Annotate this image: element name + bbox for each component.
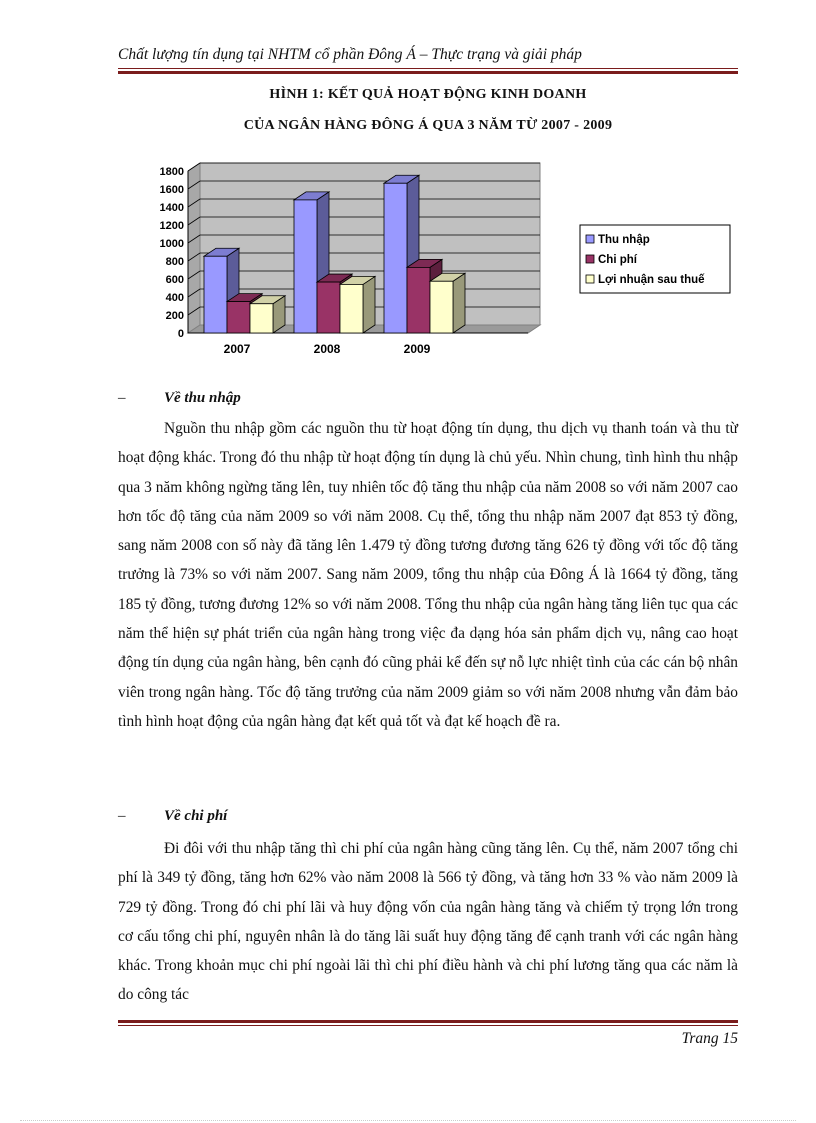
bar-2007-2 bbox=[250, 304, 273, 333]
x-tick-label: 2007 bbox=[223, 342, 251, 356]
y-tick-label: 600 bbox=[165, 274, 184, 286]
legend-swatch bbox=[586, 275, 594, 283]
section-heading-text: Về chi phí bbox=[164, 808, 228, 824]
y-tick-label: 1400 bbox=[159, 202, 184, 214]
section-heading-income bbox=[118, 390, 241, 407]
legend-label: Chi phí bbox=[598, 254, 637, 266]
footer-rule-thin bbox=[118, 1025, 738, 1026]
paragraph-income: Nguồn thu nhập gồm các nguồn thu từ hoạt động tín dụng, thu dịch vụ thanh toán và thu từ hoạt động khác. Trong đó thu nhập từ hoạt động tín dụng là chủ yếu. Nhìn chung, tình hình thu nhập qua 3 năm không ngừng tăng lên, tuy nhiên tốc độ tăng thu nhập của năm 2008 so với năm 2007 cao hơn tốc độ tăng của năm 2009 so với năm 2008. Cụ thể, tổng thu nhập năm 2007 đạt 853 tỷ đồng, sang năm 2008 con số này đã tăng lên 1.479 tỷ đồng tương đương tăng 626 tỷ đồng với tốc độ tăng trưởng là 73% so với năm 2007. Sang năm 2009, tổng thu nhập của Đông Á là 1664 tỷ đồng, tăng 185 tỷ đồng, tương đương 12% so với năm 2008. Tổng thu nhập của ngân hàng tăng liên tục qua các năm thể hiện sự phát triển của ngân hàng trong việc đa dạng hóa sản phẩm dịch vụ, nâng cao hoạt động tín dụng của ngân hàng, bên cạnh đó cũng phải kể đến sự nỗ lực nhiệt tình của các cán bộ nhân viên trong ngân hàng. Tốc độ tăng trưởng của năm 2009 giảm so với năm 2008 nhưng vẫn đảm bảo tình hình hoạt động của ngân hàng đạt kết quả tốt và đạt kế hoạch đề ra. bbox=[118, 420, 738, 730]
legend-swatch bbox=[586, 255, 594, 263]
bar-2008-1 bbox=[317, 282, 340, 333]
bar-2009-2 bbox=[430, 281, 453, 333]
y-tick-label: 800 bbox=[165, 256, 184, 268]
y-tick-label: 1000 bbox=[159, 238, 184, 250]
bar-2008-2 bbox=[340, 284, 363, 333]
x-tick-label: 2008 bbox=[313, 342, 341, 356]
x-tick-label: 2009 bbox=[403, 342, 431, 356]
bullet-dash: – bbox=[118, 808, 126, 824]
bar-2009-1 bbox=[407, 267, 430, 333]
bar-2008-0 bbox=[294, 200, 317, 333]
bar-2009-0 bbox=[384, 183, 407, 333]
y-tick-label: 0 bbox=[177, 328, 184, 340]
legend-label: Lợi nhuận sau thuế bbox=[598, 274, 705, 286]
y-tick-label: 200 bbox=[165, 310, 184, 322]
bar-2007-0 bbox=[204, 256, 227, 333]
y-tick-label: 1800 bbox=[159, 166, 184, 178]
figure-title-line2: CỦA NGÂN HÀNG ĐÔNG Á QUA 3 NĂM TỪ 2007 - 2009 bbox=[243, 118, 613, 133]
header-title: Chất lượng tín dụng tại NHTM cổ phần Đông Á – Thực trạng và giải pháp bbox=[118, 46, 582, 63]
section-heading-text: Về thu nhập bbox=[164, 390, 241, 406]
y-tick-label: 1200 bbox=[159, 220, 184, 232]
chart-side-wall bbox=[188, 163, 200, 333]
y-tick-label: 1600 bbox=[159, 184, 184, 196]
y-tick-label: 400 bbox=[165, 292, 184, 304]
header-rule-thin bbox=[118, 68, 738, 69]
page-edge-dots bbox=[20, 1120, 796, 1121]
bullet-dash: – bbox=[118, 390, 126, 406]
legend-label: Thu nhập bbox=[598, 234, 650, 246]
paragraph-cost: Đi đôi với thu nhập tăng thì chi phí của ngân hàng cũng tăng lên. Cụ thể, năm 2007 tổng chi phí là 349 tỷ đồng, tăng hơn 62% vào năm 2008 là 566 tỷ đồng, và tăng hơn 33 % vào năm 2009 là 729 tỷ đồng. Trong đó chi phí lãi và huy động vốn của ngân hàng tăng và chiếm tỷ trọng lớn trong cơ cấu tổng chi phí, nguyên nhân là do tăng lãi suất huy động tăng để cạnh tranh với các ngân hàng khác. Trong khoản mục chi phí ngoài lãi thì chi phí điều hành và chi phí lương tăng qua các năm là do công tác bbox=[118, 840, 738, 1004]
bar-chart bbox=[140, 155, 740, 365]
bar-side bbox=[453, 273, 465, 333]
page-number: Trang 15 bbox=[681, 1030, 738, 1047]
figure-title-line1: HÌNH 1: KẾT QUẢ HOẠT ĐỘNG KINH DOANH bbox=[269, 87, 587, 102]
section-heading-cost bbox=[118, 808, 227, 825]
bar-2007-1 bbox=[227, 302, 250, 333]
legend-swatch bbox=[586, 235, 594, 243]
header-rule-thick bbox=[118, 71, 738, 74]
footer-rule-thick bbox=[118, 1020, 738, 1023]
bar-side bbox=[363, 276, 375, 333]
